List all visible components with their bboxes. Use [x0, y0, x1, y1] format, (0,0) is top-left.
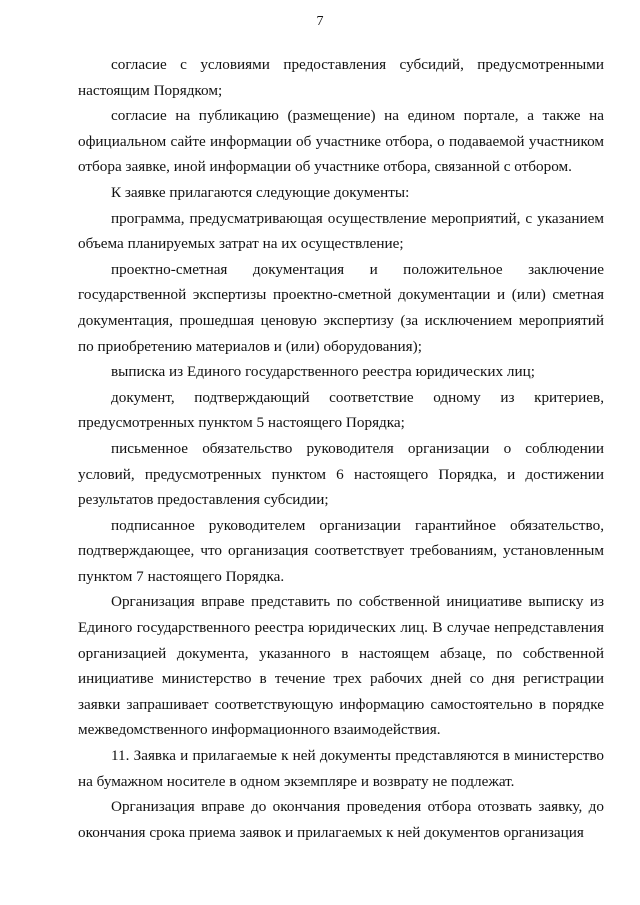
paragraph-written-obligation: письменное обязательство руководителя организации о соблюдении условий, предусмотренных пунктом 6 настоящего Порядка, и достижении результатов предоставления субсидии; — [78, 439, 604, 509]
paragraph-withdrawal: Организация вправе до окончания проведения отбора отозвать заявку, до окончания срока приема заявок и прилагаемых к ней документов организация — [78, 798, 604, 841]
paragraph-registry-extract: выписка из Единого государственного реестра юридических лиц; — [111, 363, 535, 381]
paragraph-clause-11: 11. Заявка и прилагаемые к ней документы представляются в министерство на бумажном носителе в одном экземпляре и возврату не подлежат. — [78, 747, 604, 790]
paragraph-guarantee-obligation: подписанное руководителем организации гарантийное обязательство, подтверждающее, что организация соответствует требованиям, установленным пунктом 7 настоящего Порядка. — [78, 516, 604, 585]
paragraph-attachments-intro: К заявке прилагаются следующие документы: — [111, 183, 410, 201]
paragraph-own-initiative: Организация вправе представить по собственной инициативе выписку из Единого государственного реестра юридических лиц. В случае непредставления организацией документа, указанного в настоящем абзаце, по собственной инициативе министерство в течение трех рабочих дней со дня регистрации заявки запрашивает соответствующую информацию самостоятельно в порядке межведомственного информационного взаимодействия. — [78, 593, 604, 739]
paragraph-consent-publication: согласие на публикацию (размещение) на едином портале, а также на официальном сайте информации об участнике отбора, о подаваемой участником отбора заявке, иной информации об участнике отбора, связанной с отбором. — [78, 107, 604, 176]
page-number: 7 — [316, 14, 324, 29]
paragraph-consent-conditions: согласие с условиями предоставления субсидий, предусмотренными настоящим Порядком; — [78, 56, 604, 99]
paragraph-design-documentation: проектно-сметная документация и положительное заключение государственной экспертизы проектно-сметной документации и (или) сметная документация, прошедшая ценовую экспертизу (за исключением мероприятий по приобретению материалов и (или) оборудования); — [78, 260, 604, 355]
paragraph-criteria-document: документ, подтверждающий соответствие одному из критериев, предусмотренных пунктом 5 настоящего Порядка; — [78, 388, 604, 432]
document-body — [78, 52, 604, 845]
paragraph-program: программа, предусматривающая осуществление мероприятий, с указанием объема планируемых затрат на их осуществление; — [78, 209, 604, 253]
